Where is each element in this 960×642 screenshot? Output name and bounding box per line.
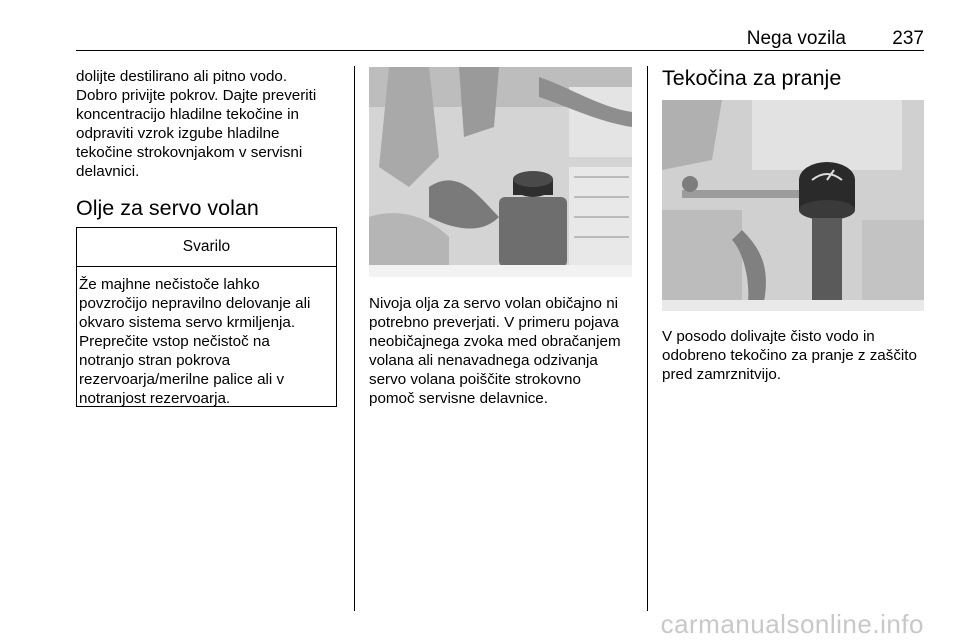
column-divider-2 — [647, 66, 648, 611]
page-number: 237 — [892, 28, 924, 49]
washer-fluid-paragraph: V posodo dolivajte čisto vodo in odobreno tekočino za pranje z zaščito pred zamrznitvijo. — [662, 328, 917, 383]
power-steering-paragraph: Nivoja olja za servo volan običajno ni potrebno preverjati. V primeru pojava neobičajnega zvoka med obračanjem volana ali nenavadnega odzivanja servo volana poiščite strokovno pomoč servisne delavnice. — [369, 295, 621, 407]
intro-paragraph: dolijte destilirano ali pitno vodo. Dobro privijte pokrov. Dajte preveriti koncentracijo hladilne tekočine in odpraviti vzrok izgube hladilne tekočine strokovnjakom v servisni delavnici. — [76, 68, 317, 180]
heading-power-steering-oil: Olje za servo volan — [76, 196, 259, 220]
warning-box — [76, 227, 337, 407]
power-steering-reservoir-photo — [369, 67, 632, 277]
warning-text: Že majhne nečistoče lahko povzročijo nepravilno delovanje ali okvaro sistema servo krmiljenja. Preprečite vstop nečistoč na notranjo stran pokrova rezervoarja/merilne palice ali v notranjost rezervoarja. — [79, 276, 311, 407]
watermark: carmanualsonline.info — [660, 609, 924, 639]
heading-washer-fluid: Tekočina za pranje — [662, 66, 842, 90]
section-title: Nega vozila — [746, 28, 846, 49]
column-divider-1 — [354, 66, 355, 611]
page-header — [76, 18, 924, 51]
warning-title: Svarilo — [77, 228, 336, 267]
washer-fluid-reservoir-photo — [662, 100, 924, 311]
